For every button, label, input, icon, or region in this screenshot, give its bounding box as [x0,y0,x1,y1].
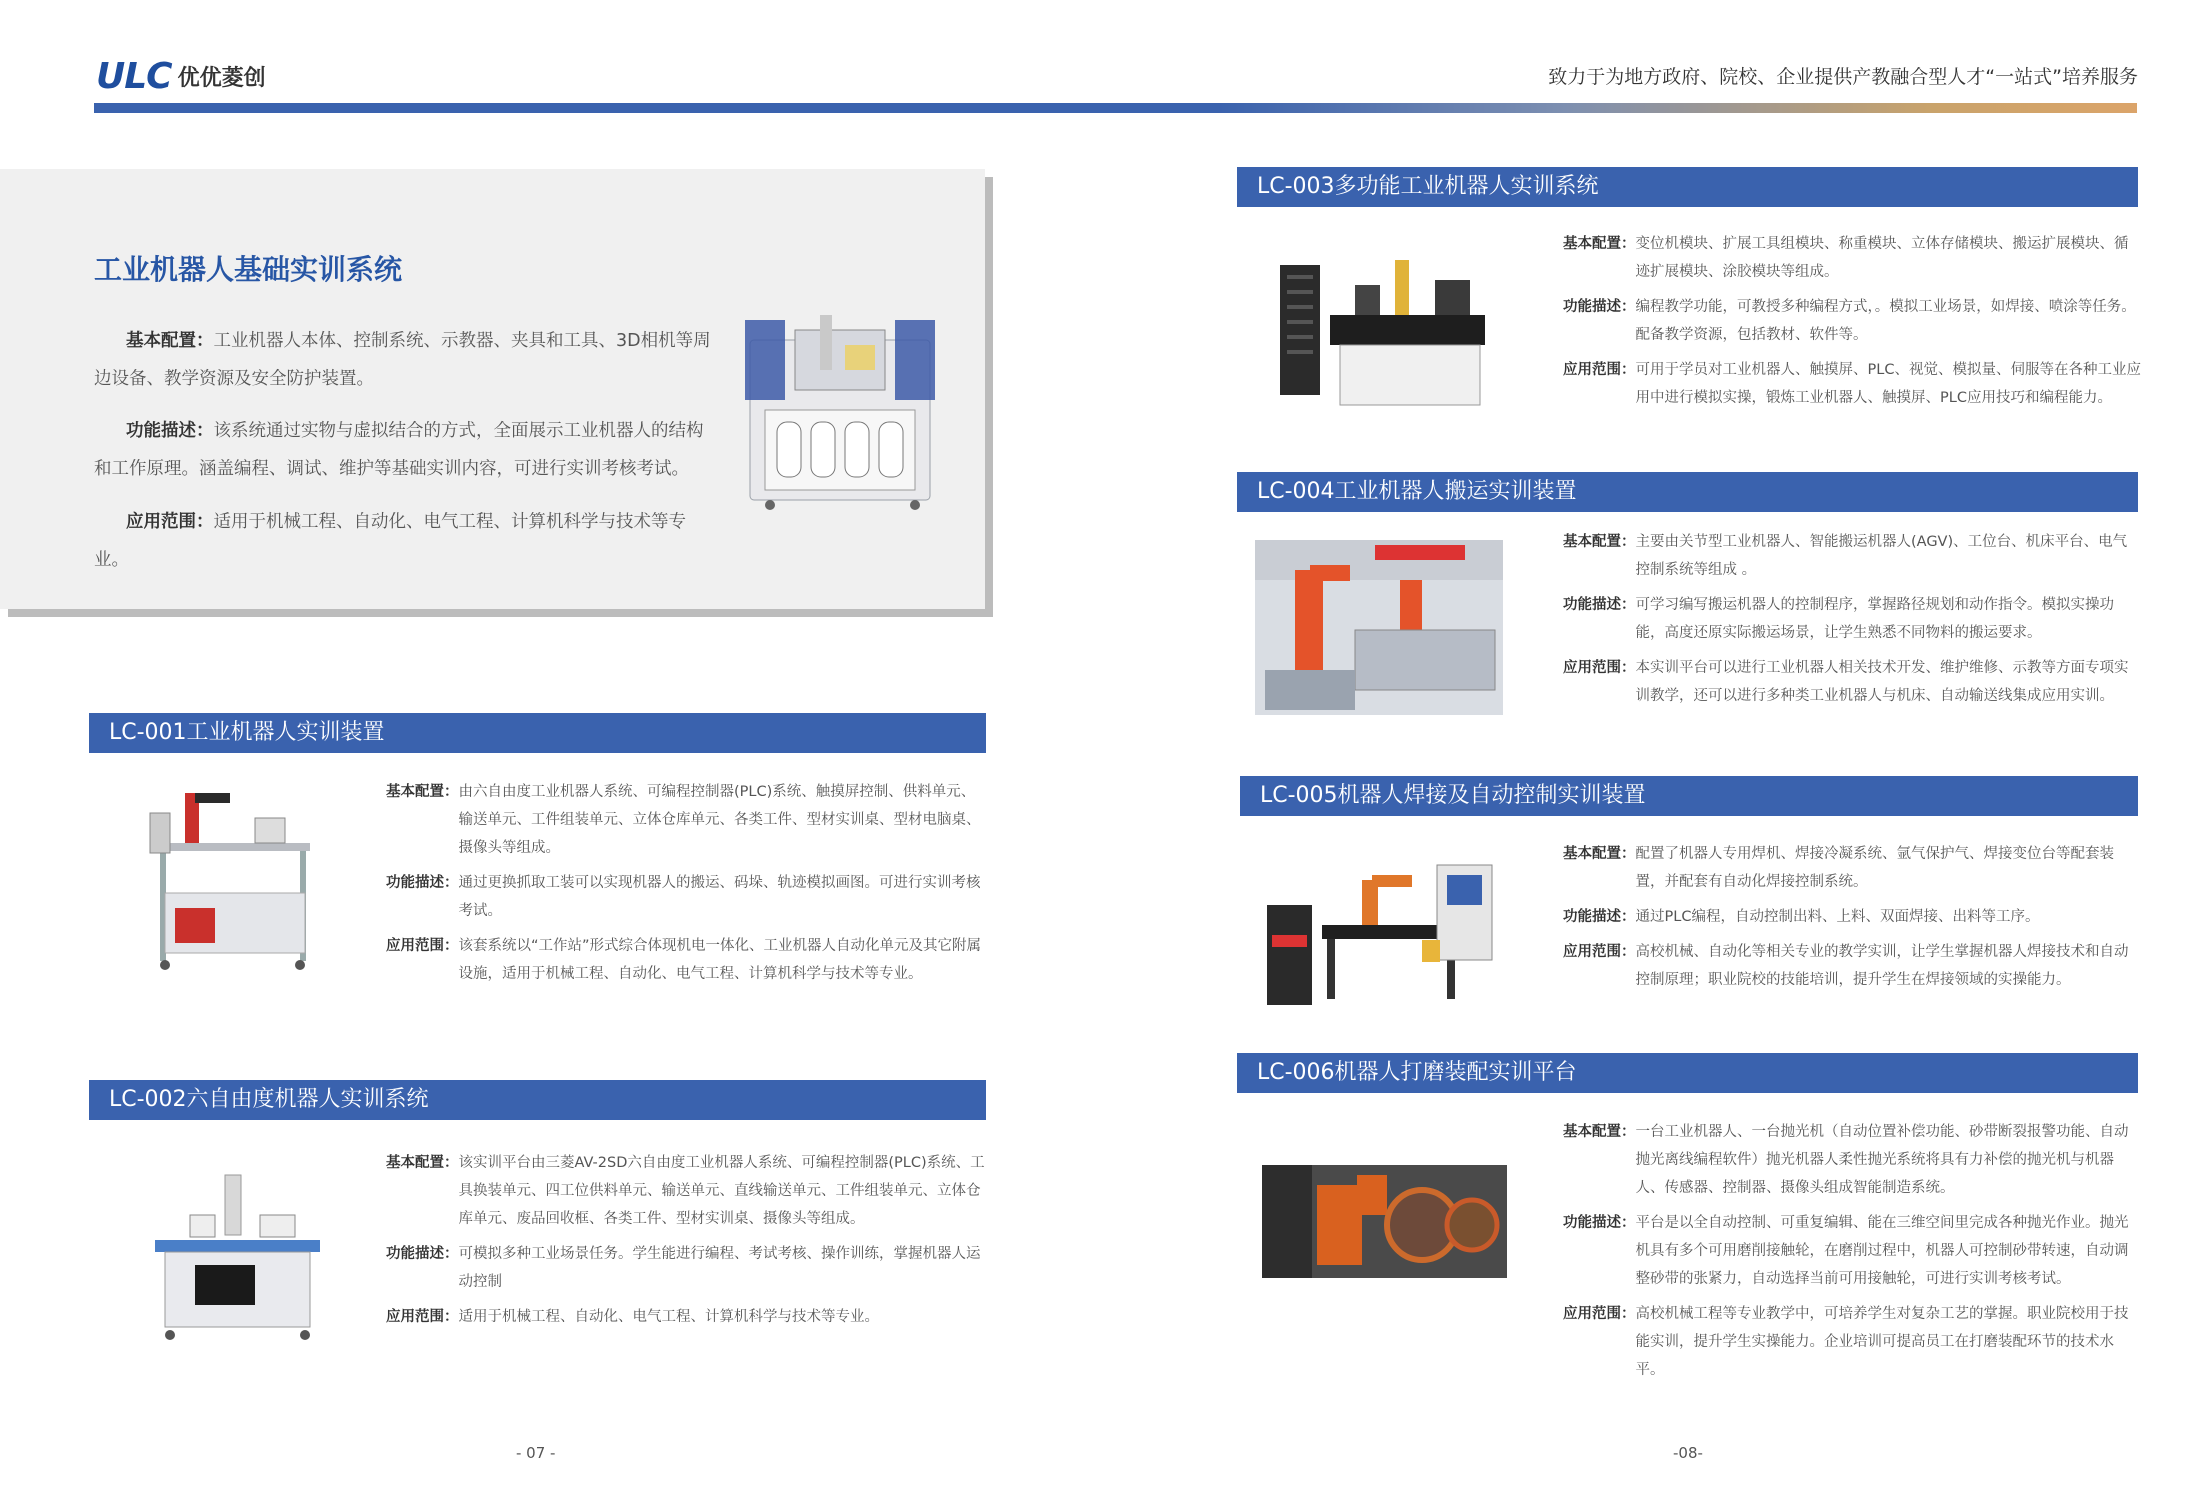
intro-basic-text: 工业机器人本体、控制系统、示教器、夹具和工具、3D相机等周边设备、教学资源及安全防护装置。 [94,331,711,389]
page-number-right: -08- [1673,1444,1703,1462]
lc001-scope-text: 该套系统以“工作站”形式综合体现机电一体化、工业机器人自动化单元及其它附属设施，适用于机械工程、自动化、电气工程、计算机科学与技术等专业。 [458,938,982,982]
lc002-spec [386,1149,986,1338]
lc001-scope-label: 应用范围： [386,938,459,954]
lc005-basic-label: 基本配置： [1563,846,1636,862]
product-title-lc004: LC-004工业机器人搬运实训装置 [1237,472,2138,512]
product-title-lc005: LC-005机器人焊接及自动控制实训装置 [1240,776,2138,816]
header-slogan: 致力于为地方政府、院校、企业提供产教融合型人才“一站式”培养服务 [1548,66,2138,88]
product-title-lc006: LC-006机器人打磨装配实训平台 [1237,1053,2138,1093]
lc002-function-row [386,1240,986,1296]
intro-basic [94,322,714,398]
lc003-function-label: 功能描述： [1563,299,1636,315]
header-divider [94,103,2137,113]
lc005-function-row [1563,903,2141,931]
lc001-scope-row [386,932,986,988]
lc001-function-label: 功能描述： [386,875,459,891]
lc005-function-text: 通过PLC编程，自动控制出料、上料、双面焊接、出料等工序。 [1635,909,2040,925]
lc003-robot-image [1265,240,1495,415]
lc002-robot-image [150,1165,325,1345]
intro-scope-text: 适用于机械工程、自动化、电气工程、计算机科学与技术等专业。 [94,512,686,570]
lc001-function-row [386,869,986,925]
lc002-scope-text: 适用于机械工程、自动化、电气工程、计算机科学与技术等专业。 [458,1309,879,1325]
lc002-scope-label: 应用范围： [386,1309,459,1325]
intro-title: 工业机器人基础实训系统 [94,253,403,286]
lc005-basic-text: 配置了机器人专用焊机、焊接冷凝系统、氩气保护气、焊接变位台等配套装置，并配套有自动化焊接控制系统。 [1635,846,2114,890]
lc003-basic-text: 变位机模块、扩展工具组模块、称重模块、立体存储模块、搬运扩展模块、循迹扩展模块、涂胶模块等组成。 [1635,236,2129,280]
training-station-image [735,300,945,515]
lc003-spec [1563,230,2141,419]
lc004-spec [1563,528,2141,717]
lc005-spec [1563,840,2141,1001]
lc005-basic-row [1563,840,2141,896]
lc004-function-row [1563,591,2141,647]
lc006-function-text: 平台是以全自动控制、可重复编辑、能在三维空间里完成各种抛光作业。抛光机具有多个可用磨削接触轮，在磨削过程中，机器人可控制砂带转速，自动调整砂带的张紧力，自动选择当前可用接触轮，可进行实训考核考试。 [1635,1215,2129,1287]
lc002-function-text: 可模拟多种工业场景任务。学生能进行编程、考试考核、操作训练，掌握机器人运动控制 [458,1246,981,1290]
lc003-function-row [1563,293,2141,349]
intro-function-text: 该系统通过实物与虚拟结合的方式，全面展示工业机器人的结构和工作原理。涵盖编程、调试、维护等基础实训内容，可进行实训考核考试。 [94,421,704,479]
lc001-basic-label: 基本配置： [386,784,459,800]
lc002-basic-text: 该实训平台由三菱AV-2SD六自由度工业机器人系统、可编程控制器(PLC)系统、工具换装单元、四工位供料单元、输送单元、直线输送单元、工件组装单元、立体仓库单元、废品回收框、各类工件、型材实训桌、摄像头等组成。 [458,1155,985,1227]
lc003-scope-label: 应用范围： [1563,362,1636,378]
intro-basic-label: 基本配置： [126,331,214,351]
lc004-scope-text: 本实训平台可以进行工业机器人相关技术开发、维护维修、示教等方面专项实训教学，还可以进行多种类工业机器人与机床、自动输送线集成应用实训。 [1635,660,2129,704]
logo-name: 优优菱创 [177,65,266,91]
logo-mark: ULC [96,55,172,97]
intro-function [94,412,714,488]
lc005-function-label: 功能描述： [1563,909,1636,925]
page-number-left: - 07 - [516,1444,556,1462]
lc006-function-label: 功能描述： [1563,1215,1636,1231]
lc005-scope-row [1563,938,2141,994]
lc006-spec [1563,1118,2141,1391]
lc001-spec [386,778,986,995]
lc005-scope-text: 高校机械、自动化等相关专业的教学实训，让学生掌握机器人焊接技术和自动控制原理；职业院校的技能培训，提升学生在焊接领域的实操能力。 [1635,944,2129,988]
lc006-scope-text: 高校机械工程等专业教学中，可培养学生对复杂工艺的掌握。职业院校用于技能实训，提升学生实操能力。企业培训可提高员工在打磨装配环节的技术水平。 [1635,1306,2129,1378]
lc004-basic-text: 主要由关节型工业机器人、智能搬运机器人(AGV)、工位台、机床平台、电气控制系统等组成 。 [1635,534,2128,578]
intro-scope [94,503,714,579]
lc003-basic-label: 基本配置： [1563,236,1636,252]
lc006-robot-image [1262,1165,1507,1278]
lc005-robot-image [1262,845,1502,1020]
lc004-robot-image [1255,540,1503,715]
lc001-basic-row [386,778,986,862]
lc003-scope-row [1563,356,2141,412]
lc005-scope-label: 应用范围： [1563,944,1636,960]
lc002-basic-row [386,1149,986,1233]
lc004-basic-row [1563,528,2141,584]
lc006-basic-row [1563,1118,2141,1202]
lc006-scope-label: 应用范围： [1563,1306,1636,1322]
lc006-basic-text: 一台工业机器人、一台抛光机（自动位置补偿功能、砂带断裂报警功能、自动抛光离线编程软件）抛光机器人柔性抛光系统将具有力补偿的抛光机与机器人、传感器、控制器、摄像头组成智能制造系统。 [1635,1124,2129,1196]
lc001-basic-text: 由六自由度工业机器人系统、可编程控制器(PLC)系统、触摸屏控制、供料单元、输送单元、工件组装单元、立体仓库单元、各类工件、型材实训桌、型材电脑桌、摄像头等组成。 [458,784,981,856]
product-title-lc001: LC-001工业机器人实训装置 [89,713,986,753]
intro-function-label: 功能描述： [126,421,214,441]
lc006-basic-label: 基本配置： [1563,1124,1636,1140]
lc004-function-text: 可学习编写搬运机器人的控制程序，掌握路径规划和动作指令。模拟实操功能，高度还原实际搬运场景，让学生熟悉不同物料的搬运要求。 [1635,597,2114,641]
product-title-lc003: LC-003多功能工业机器人实训系统 [1237,167,2138,207]
lc003-function-text: 编程教学功能，可教授多种编程方式，。模拟工业场景，如焊接、喷涂等任务。配备教学资源，包括教材、软件等。 [1635,299,2136,343]
lc003-basic-row [1563,230,2141,286]
lc004-function-label: 功能描述： [1563,597,1636,613]
company-logo [96,56,266,96]
lc004-scope-label: 应用范围： [1563,660,1636,676]
lc004-scope-row [1563,654,2141,710]
lc002-function-label: 功能描述： [386,1246,459,1262]
product-title-lc002: LC-002六自由度机器人实训系统 [89,1080,986,1120]
lc002-basic-label: 基本配置： [386,1155,459,1171]
lc004-basic-label: 基本配置： [1563,534,1636,550]
lc001-robot-image [145,783,320,973]
lc002-scope-row [386,1303,986,1331]
lc001-function-text: 通过更换抓取工装可以实现机器人的搬运、码垛、轨迹模拟画图。可进行实训考核考试。 [458,875,981,919]
lc006-function-row [1563,1209,2141,1293]
intro-scope-label: 应用范围： [126,512,214,532]
lc006-scope-row [1563,1300,2141,1384]
lc003-scope-text: 可用于学员对工业机器人、触摸屏、PLC、视觉、模拟量、伺服等在各种工业应用中进行模拟实操，锻炼工业机器人、触摸屏、PLC应用技巧和编程能力。 [1635,362,2141,406]
